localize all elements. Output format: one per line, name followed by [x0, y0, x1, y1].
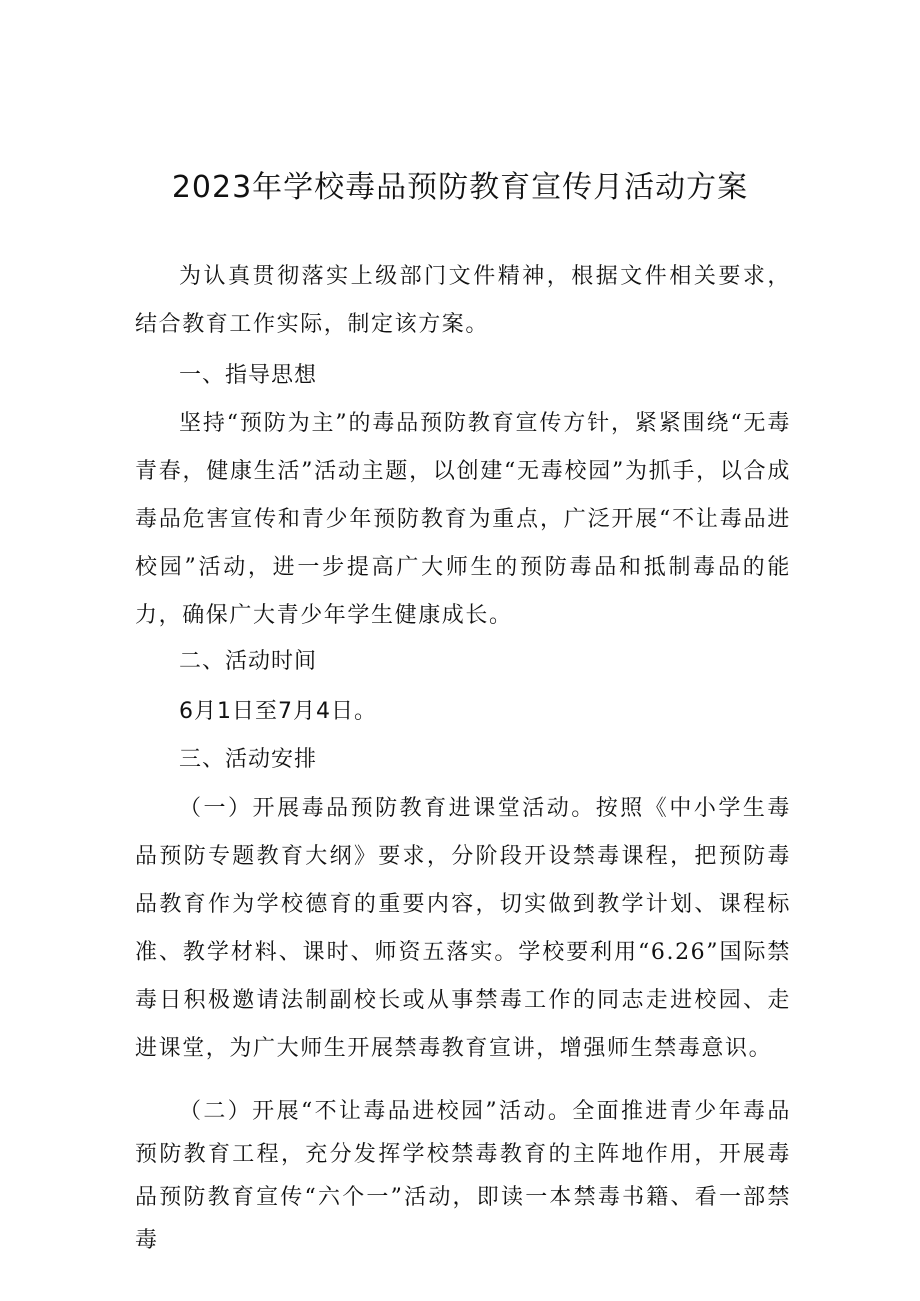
document-title: 2023年学校毒品预防教育宣传月活动方案	[171, 170, 749, 205]
section-heading-guiding-ideology: 一、指导思想	[179, 363, 318, 388]
section-heading-activity-time: 二、活动时间	[179, 649, 318, 674]
arrangement-item-1-paragraph: （一）开展毒品预防教育进课堂活动。按照《中小学生毒品预防专题教育大纲》要求，分阶段开设禁毒课程，把预防毒品教育作为学校德育的重要内容，切实做到教学计划、课程标准、教学材料、课时、师资五落实。学校要利用“6.26”国际禁毒日积极邀请法制副校长或从事禁毒工作的同志走进校园、走进课堂，为广大师生开展禁毒教育宣讲，增强师生禁毒意识。	[135, 796, 791, 1061]
guiding-ideology-paragraph: 坚持“预防为主”的毒品预防教育宣传方针，紧紧围绕“无毒青春，健康生活”活动主题，以创建“无毒校园”为抓手，以合成毒品危害宣传和青少年预防教育为重点，广泛开展“不让毒品进校园”活动，进一步提高广大师生的预防毒品和抵制毒品的能力，确保广大青少年学生健康成长。	[135, 411, 791, 628]
section-heading-activity-arrangement: 三、活动安排	[179, 747, 318, 772]
activity-time-paragraph: 6月1日至7月4日。	[179, 699, 377, 724]
intro-paragraph: 为认真贯彻落实上级部门文件精神，根据文件相关要求，结合教育工作实际，制定该方案。	[135, 264, 791, 337]
arrangement-item-2-paragraph: （二）开展“不让毒品进校园”活动。全面推进青少年毒品预防教育工程，充分发挥学校禁毒教育的主阵地作用，开展毒品预防教育宣传“六个一”活动，即读一本禁毒书籍、看一部禁毒	[135, 1099, 791, 1253]
